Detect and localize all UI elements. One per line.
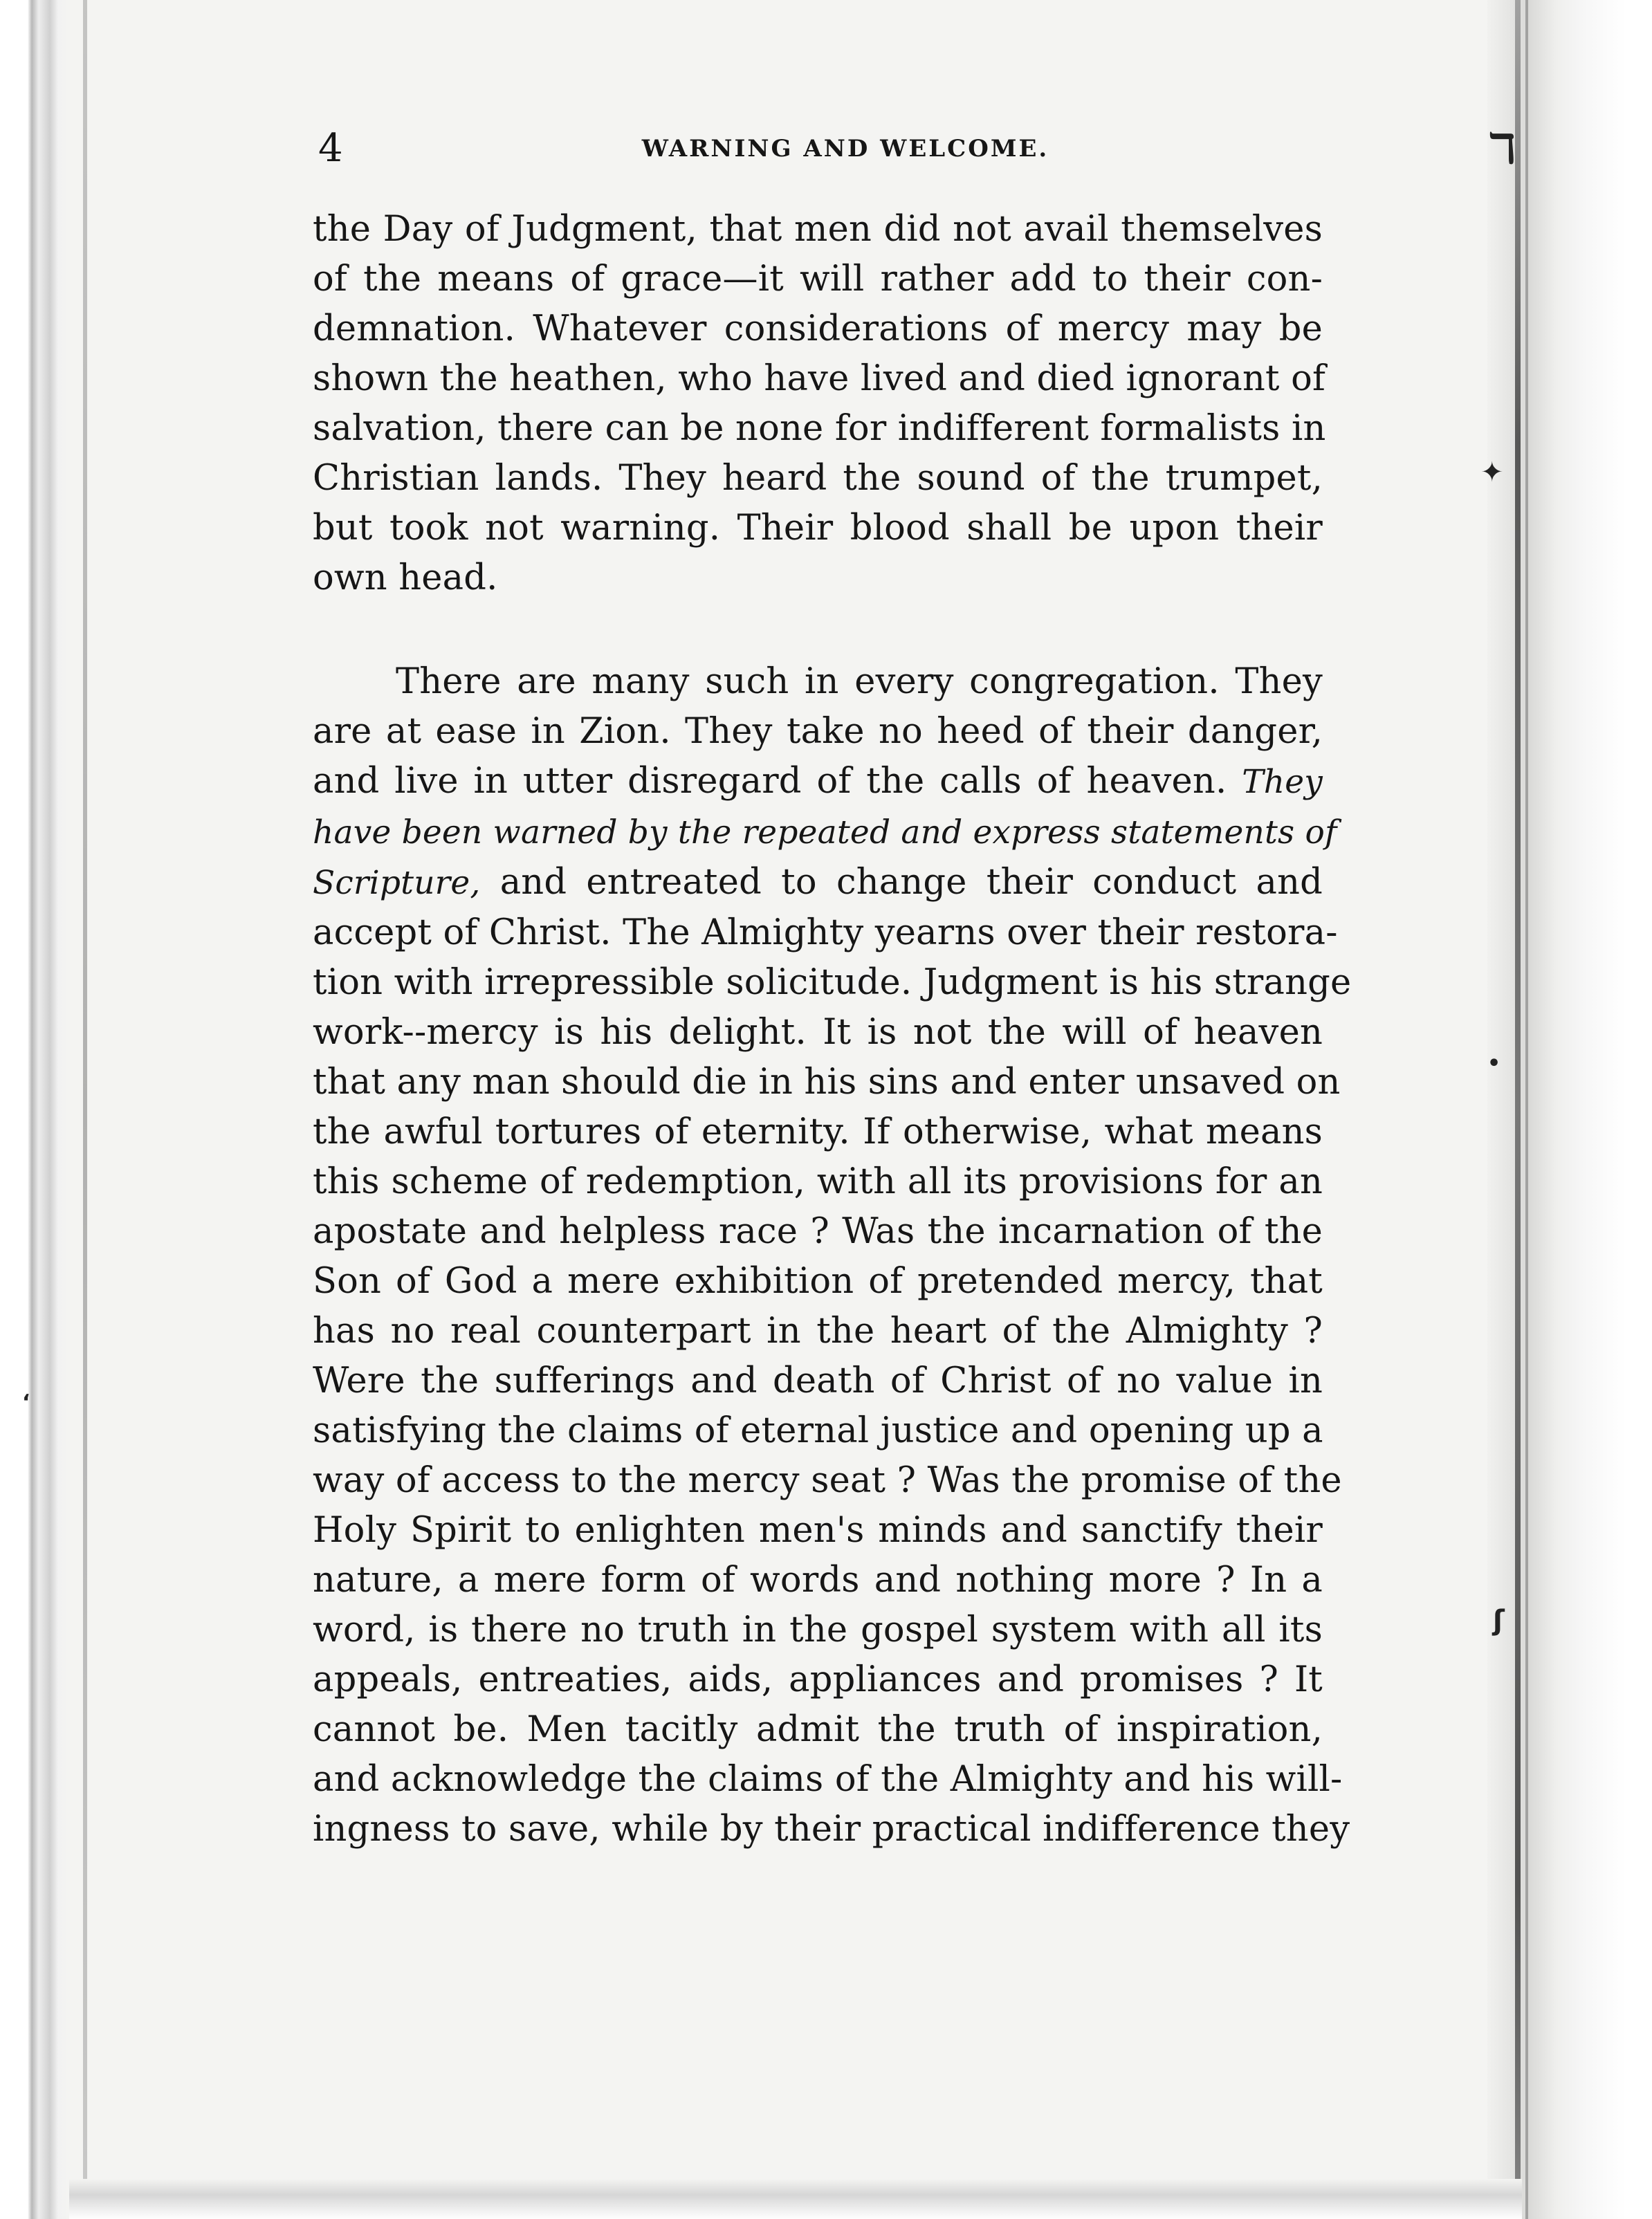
text-line: way of access to the mercy seat ? Was the promise of the xyxy=(313,1460,1342,1501)
left-binding-edge xyxy=(0,0,69,2219)
left-binding-shadow xyxy=(83,0,87,2219)
right-binding-line xyxy=(1515,0,1521,2219)
scan-mark-right-2: • xyxy=(1487,1051,1501,1076)
text-line: of the means of grace—it will rather add to their con- xyxy=(313,259,1323,300)
italic-text: have been warned by the repeated and express statements of xyxy=(313,813,1337,851)
text-line: Son of God a mere exhibition of pretended mercy, that xyxy=(313,1261,1323,1302)
italic-text: They xyxy=(1242,763,1323,801)
text-line: has no real counterpart in the heart of the Almighty ? xyxy=(313,1311,1323,1352)
running-head: WARNING AND WELCOME. xyxy=(641,135,1049,163)
text-segment: There are many such in every congregation. They xyxy=(396,661,1323,702)
text-segment: and entreated to change their conduct and xyxy=(499,862,1323,903)
text-line xyxy=(313,807,1337,858)
text-line: the Day of Judgment, that men did not avail themselves xyxy=(313,209,1323,250)
text-line: Christian lands. They heard the sound of the trumpet, xyxy=(313,458,1323,499)
text-line: apostate and helpless race ? Was the incarnation of the xyxy=(313,1211,1323,1252)
italic-text: Scripture, xyxy=(313,864,481,902)
text-line: appeals, entreaties, aids, appliances and promises ? It xyxy=(313,1659,1323,1700)
text-line: demnation. Whatever considerations of mercy may be xyxy=(313,309,1323,349)
text-line: nature, a mere form of words and nothing more ? In a xyxy=(313,1560,1323,1601)
right-page-edge xyxy=(1487,0,1652,2219)
text-segment: and live in utter disregard of the calls of heaven. xyxy=(313,761,1227,802)
body-text xyxy=(313,205,1352,1854)
right-binding-line-thin xyxy=(1525,0,1528,2219)
text-line: that any man should die in his sins and enter unsaved on xyxy=(313,1062,1341,1103)
scan-mark-left: ʻ xyxy=(22,1390,30,1415)
text-line: work--mercy is his delight. It is not the will of heaven xyxy=(313,1012,1323,1053)
text-line: tion with irrepressible solicitude. Judgment is his strange xyxy=(313,962,1352,1003)
text-line: are at ease in Zion. They take no heed of their danger, xyxy=(313,711,1323,752)
text-line xyxy=(313,858,1323,908)
text-line: Holy Spirit to enlighten men's minds and sanctify their xyxy=(313,1510,1323,1551)
text-line: Were the sufferings and death of Christ of no value in xyxy=(313,1361,1323,1401)
scan-mark-right-3: ʃ xyxy=(1493,1605,1505,1637)
text-line: this scheme of redemption, with all its provisions for an xyxy=(313,1161,1323,1202)
text-line xyxy=(313,757,1323,807)
text-line: satisfying the claims of eternal justice and opening up a xyxy=(313,1410,1323,1451)
text-line: word, is there no truth in the gospel system with all its xyxy=(313,1610,1323,1650)
text-line: ingness to save, while by their practical indifference they xyxy=(313,1809,1350,1850)
text-line: and acknowledge the claims of the Almighty and his will- xyxy=(313,1759,1343,1800)
text-line: cannot be. Men tacitly admit the truth of inspiration, xyxy=(313,1709,1323,1750)
paragraph-1 xyxy=(313,205,1326,603)
scan-mark-top-right: ℸ xyxy=(1487,125,1516,173)
text-line: salvation, there can be none for indifferent formalists in xyxy=(313,408,1326,449)
bottom-page-edge xyxy=(69,2179,1522,2219)
text-line xyxy=(313,657,1323,707)
text-line: own head. xyxy=(313,558,498,598)
text-line: the awful tortures of eternity. If otherwise, what means xyxy=(313,1112,1323,1152)
page-number: 4 xyxy=(318,126,343,171)
text-line: shown the heathen, who have lived and died ignorant of xyxy=(313,358,1326,399)
page-header xyxy=(313,125,1337,180)
text-line: accept of Christ. The Almighty yearns over their restora- xyxy=(313,912,1338,953)
text-line: but took not warning. Their blood shall be upon their xyxy=(313,508,1323,549)
paragraph-2 xyxy=(313,657,1352,1854)
scan-mark-right-1: ✦ xyxy=(1480,457,1504,488)
